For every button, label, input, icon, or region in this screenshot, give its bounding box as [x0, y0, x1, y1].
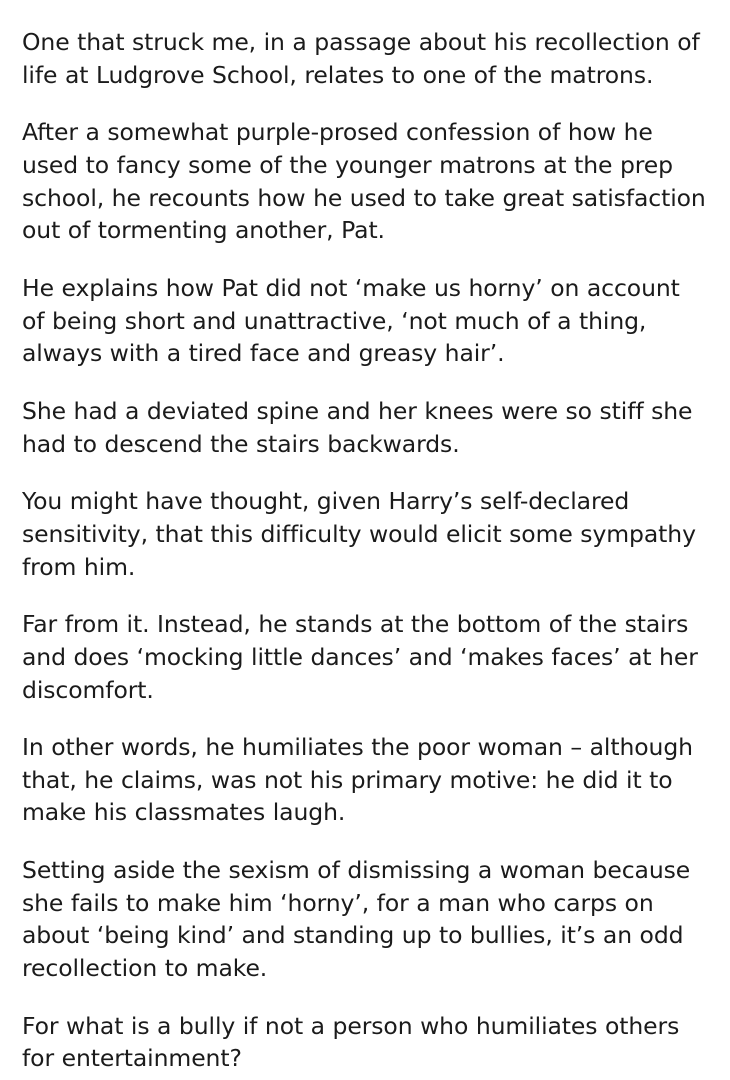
paragraph: He explains how Pat did not ‘make us horny’ on account of being short and unattractive, ‘not much of a thing, always with a tired face and greasy hair’. [22, 273, 680, 368]
paragraph: One that struck me, in a passage about his recollection of life at Ludgrove School, relates to one of the matrons. [22, 28, 700, 89]
paragraph: After a somewhat purple-prosed confession of how he used to fancy some of the younger matrons at the prep school, he recounts how he used to take great satisfaction out of tormenting another, Pat. [22, 118, 706, 245]
paragraph: In other words, he humiliates the poor woman – although that, he claims, was not his primary motive: he did it to make his classmates laugh. [22, 733, 693, 827]
paragraph: Far from it. Instead, he stands at the bottom of the stairs and does ‘mocking little dances’ and ‘makes faces’ at her discomfort. [22, 610, 698, 704]
paragraph: For what is a bully if not a person who humiliates others for entertainment? [22, 1011, 680, 1073]
paragraph: She had a deviated spine and her knees were so stiff she had to descend the stairs backwards. [22, 396, 693, 458]
paragraph: You might have thought, given Harry’s self-declared sensitivity, that this difficulty would elicit some sympathy from him. [22, 487, 696, 581]
paragraph: Setting aside the sexism of dismissing a woman because she fails to make him ‘horny’, for a man who carps on about ‘being kind’ and standing up to bullies, it’s an odd recollection to make. [22, 856, 691, 983]
